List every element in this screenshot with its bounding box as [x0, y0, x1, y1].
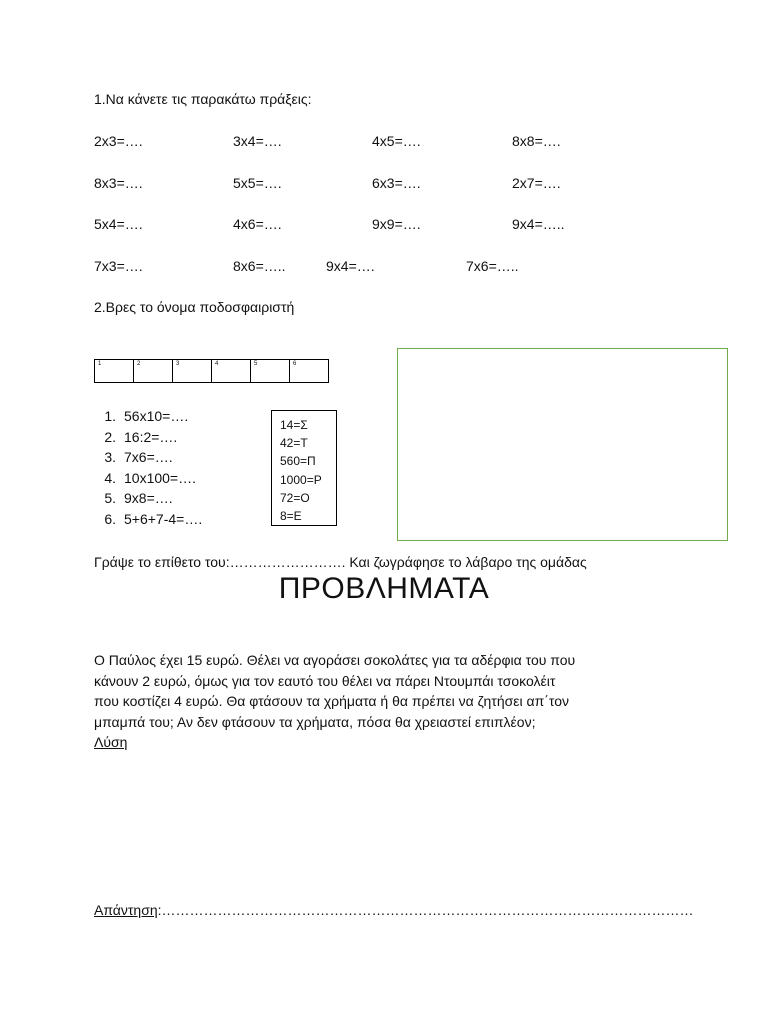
operation: 8x6=….. — [233, 258, 286, 274]
operation: 6x3=…. — [372, 175, 421, 191]
problem-line: μπαμπά του; Αν δεν φτάσουν τα χρήματα, πόσα θα χρειαστεί επιπλέον; — [94, 713, 536, 730]
grid-cell[interactable]: 3 — [173, 360, 212, 383]
key-entry: 72=Ο — [280, 490, 310, 505]
operation: 7x6=….. — [466, 258, 519, 274]
answer-line — [94, 902, 694, 918]
flag-drawing-box[interactable] — [397, 348, 728, 541]
operation: 5x5=…. — [233, 175, 282, 191]
list-item: 5. 9x8=…. — [104, 490, 173, 507]
operation: 9x4=…. — [326, 258, 375, 274]
operation: 4x6=…. — [233, 216, 282, 232]
problem-text — [94, 650, 694, 753]
problem-line: κάνουν 2 ευρώ, όμως για τον εαυτό του θέλει να πάρει Ντουμπάι τσοκολέιτ — [94, 672, 556, 689]
operation: 7x3=…. — [94, 258, 143, 274]
problems-title: ΠΡΟΒΛΗΜΑΤΑ — [278, 572, 490, 605]
grid-cell[interactable]: 6 — [290, 360, 329, 383]
answer-blank[interactable]: :…………………………………………………………………………………………………… — [157, 902, 694, 918]
solution-label: Λύση — [94, 734, 128, 751]
operation: 4x5=…. — [372, 133, 421, 149]
operation: 9x9=…. — [372, 216, 421, 232]
list-item: 6. 5+6+7-4=…. — [104, 510, 203, 527]
operation: 2x3=…. — [94, 133, 143, 149]
surname-instruction: Γράψε το επίθετο του:……………………. Και ζωγράφησε το λάβαρο της ομάδας — [94, 554, 587, 570]
key-entry: 560=Π — [280, 454, 316, 469]
answer-label: Απάντηση — [94, 902, 158, 918]
key-entry: 1000=Ρ — [280, 472, 322, 487]
list-item: 2. 16:2=…. — [104, 428, 178, 445]
problem-line: Ο Παύλος έχει 15 ευρώ. Θέλει να αγοράσει σοκολάτες για τα αδέρφια του που — [94, 652, 576, 668]
list-item: 4. 10x100=…. — [104, 469, 196, 486]
grid-cell[interactable]: 2 — [134, 360, 173, 383]
grid-cell[interactable]: 5 — [251, 360, 290, 383]
operation: 2x7=…. — [512, 175, 561, 191]
problem-line: που κοστίζει 4 ευρώ. Θα φτάσουν τα χρήματα ή θα πρέπει να ζητήσει απ΄τον — [94, 693, 570, 710]
operation: 9x4=….. — [512, 216, 565, 232]
exercise1-heading: 1.Να κάνετε τις παρακάτω πράξεις: — [94, 91, 312, 107]
operation: 5x4=…. — [94, 216, 143, 232]
key-entry: 8=Ε — [280, 508, 302, 523]
operation: 8x3=…. — [94, 175, 143, 191]
list-item: 1. 56x10=…. — [104, 408, 189, 424]
key-entry: 14=Σ — [280, 418, 308, 432]
letter-key-box — [271, 410, 337, 526]
key-entry: 42=Τ — [280, 436, 308, 451]
steps-list — [94, 406, 202, 530]
letter-grid — [94, 359, 329, 383]
list-item: 3. 7x6=…. — [104, 449, 173, 466]
exercise2-heading: 2.Βρες το όνομα ποδοσφαιριστή — [94, 299, 295, 315]
grid-cell[interactable]: 4 — [212, 360, 251, 383]
operation: 3x4=…. — [233, 133, 282, 149]
operation: 8x8=…. — [512, 133, 561, 149]
grid-cell[interactable]: 1 — [95, 360, 134, 383]
